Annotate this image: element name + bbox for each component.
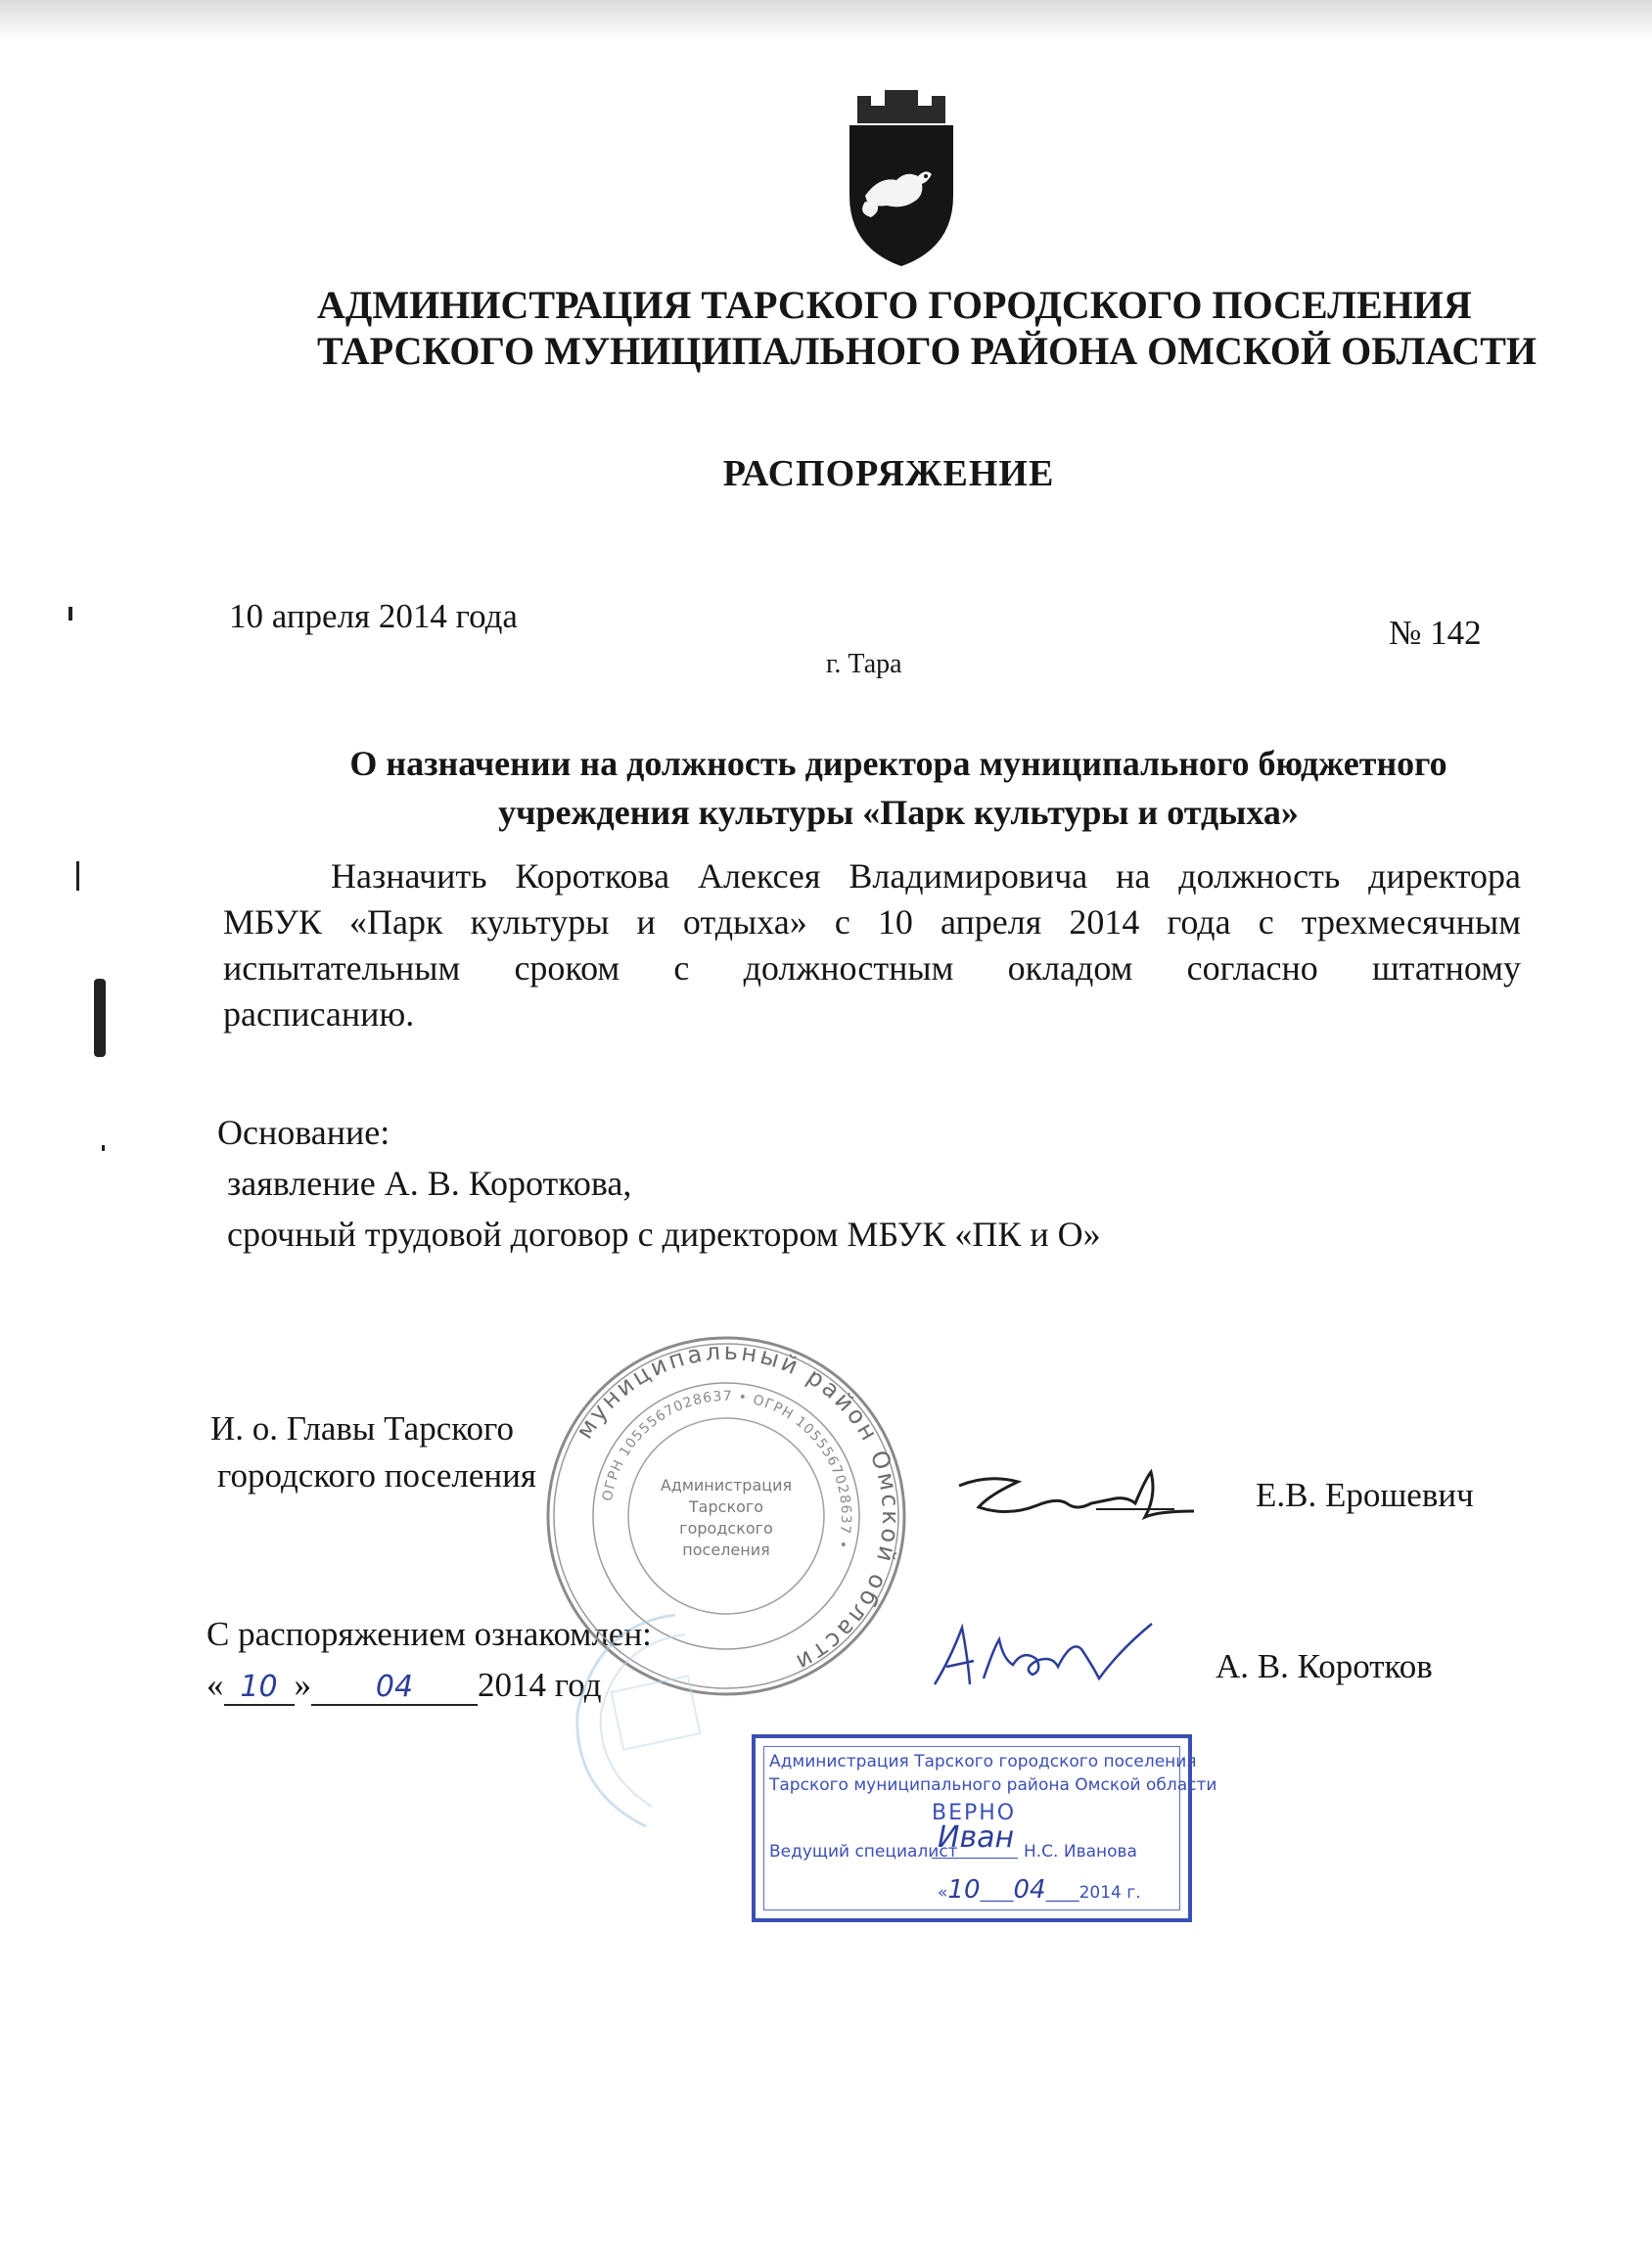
- body-line-1: Назначить Короткова Алексея Владимировича на должность директора: [331, 856, 1521, 896]
- document-city: г. Тара: [826, 649, 902, 679]
- signature-korotkov-icon: [925, 1610, 1179, 1698]
- basis-item: срочный трудовой договор с директором МБУК «ПК и О»: [227, 1215, 1101, 1254]
- scan-mark: [76, 861, 79, 891]
- acknowledgement-label: С распоряжением ознакомлен:: [206, 1615, 652, 1653]
- stamp-date-suffix: г.: [1126, 1883, 1141, 1903]
- date-close-quote: »: [294, 1666, 311, 1704]
- body-line-3: испытательным сроком с должностным окладом согласно штатному: [223, 948, 1521, 988]
- signatory-name: Е.В. Ерошевич: [1256, 1476, 1474, 1514]
- stamp-handwritten-sign: Иван: [938, 1820, 1015, 1855]
- stamp-name: Н.С. Иванова: [1024, 1842, 1137, 1862]
- body-line-4: расписанию.: [223, 994, 415, 1034]
- order-body: [223, 853, 1521, 1037]
- signature-eroshevich-icon: [949, 1456, 1204, 1544]
- ack-day: 10: [224, 1669, 295, 1706]
- document-title: РАСПОРЯЖЕНИЕ: [722, 453, 1055, 494]
- seal-center-line: городского: [679, 1519, 773, 1538]
- seal-center-line: поселения: [682, 1541, 770, 1559]
- document-number: № 142: [1389, 614, 1482, 652]
- stamp-sign-line: [932, 1858, 1018, 1859]
- seal-center-line: Тарского: [688, 1497, 764, 1516]
- stamp-date: «10____04____2014 г.: [938, 1875, 1141, 1905]
- seal-center-line: Администрация: [660, 1476, 793, 1495]
- stamp-role: Ведущий специалист: [769, 1842, 958, 1862]
- stamp-date-day: 10: [947, 1875, 981, 1905]
- ack-year: 2014 год: [478, 1666, 602, 1704]
- stamp-date-open: «: [938, 1883, 948, 1903]
- seal-ogrn-text: ОГРН 1055567028637 • ОГРН 1055567028637 •: [599, 1388, 854, 1551]
- coat-of-arms-icon: [838, 86, 965, 272]
- body-line-2: МБУК «Парк культуры и отдыха» с 10 апреля 2014 года с трехмесячным: [223, 902, 1521, 942]
- stamp-date-year: 2014: [1078, 1883, 1122, 1903]
- date-open-quote: «: [206, 1666, 224, 1704]
- stamp-org-line-1: Администрация Тарского городского поселения: [769, 1752, 1197, 1771]
- basis-item: заявление А. В. Короткова,: [227, 1164, 632, 1203]
- basis-title: Основание:: [217, 1113, 390, 1152]
- scan-shadow: [0, 0, 1652, 41]
- signatory-position-line-2: городского поселения: [217, 1456, 536, 1495]
- signatory-position-line-1: И. о. Главы Тарского: [210, 1409, 514, 1448]
- org-line-2: ТАРСКОГО МУНИЦИПАЛЬНОГО РАЙОНА ОМСКОЙ ОБЛАСТИ: [317, 329, 1537, 373]
- stamp-date-month: 04: [1013, 1875, 1046, 1905]
- org-line-1: АДМИНИСТРАЦИЯ ТАРСКОГО ГОРОДСКОГО ПОСЕЛЕНИЯ: [317, 283, 1472, 327]
- scan-mark: [102, 1145, 105, 1151]
- scan-mark: [94, 979, 106, 1057]
- ack-month: 04: [311, 1669, 478, 1706]
- seal-outer-text: муниципальный район Омской области: [570, 1337, 905, 1678]
- stamp-verified: ВЕРНО: [932, 1801, 1017, 1825]
- subject-line-2: учреждения культуры «Парк культуры и отдыха»: [498, 793, 1299, 832]
- certification-stamp: [752, 1734, 1217, 1922]
- acknowledged-name: А. В. Коротков: [1216, 1647, 1433, 1685]
- scan-mark: [69, 607, 72, 621]
- subject-line-1: О назначении на должность директора муниципального бюджетного: [349, 744, 1447, 783]
- acknowledgement-date: [206, 1666, 602, 1706]
- document-date: 10 апреля 2014 года: [229, 597, 518, 635]
- stamp-org-line-2: Тарского муниципального района Омской области: [769, 1775, 1217, 1795]
